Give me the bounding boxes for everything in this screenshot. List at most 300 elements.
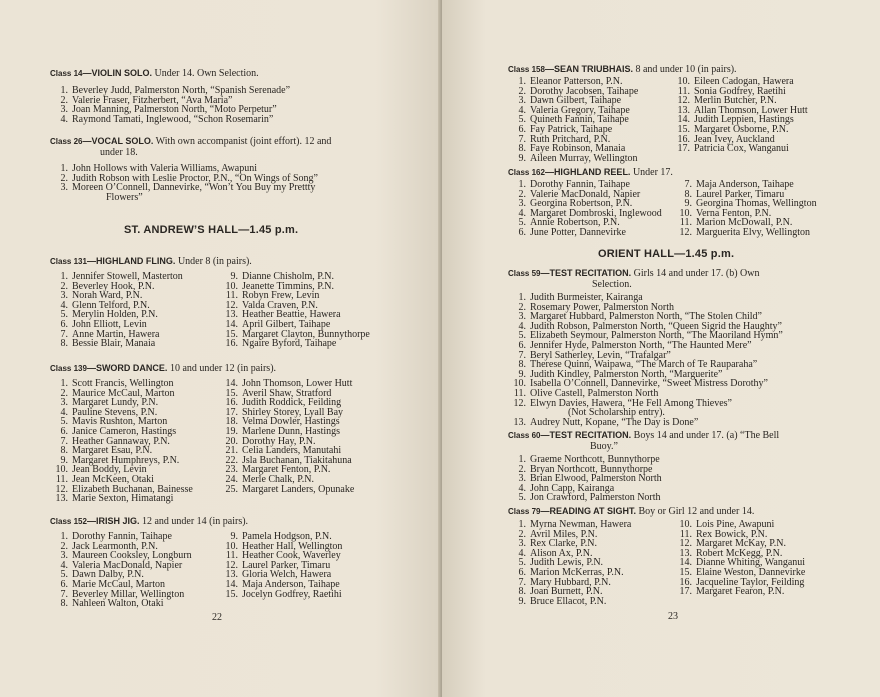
entry-list	[674, 180, 874, 238]
entry-number: 4.	[518, 207, 526, 219]
entry-number: 1.	[518, 454, 526, 465]
entry-text: John Elliott, Levin	[72, 318, 147, 330]
class-heading: Class 26—VOCAL SOLO. With own accompanist (joint effort). 12 and	[50, 136, 332, 147]
entry-text: Judith Lewis, P.N.	[530, 557, 604, 569]
entry-number: 7.	[60, 328, 68, 340]
entry-list	[220, 379, 420, 504]
entry-text: Dorothy Fannin, Taihape	[530, 179, 630, 190]
entry-item	[508, 399, 878, 409]
entry-text: Joan Burnett, P.N.	[530, 586, 603, 598]
class-heading: Class 59—TEST RECITATION. Girls 14 and under 17. (b) Own	[508, 268, 760, 279]
class-heading-cont: Selection.	[592, 279, 632, 290]
entry-item	[672, 144, 872, 154]
entry-number: 12.	[55, 483, 68, 495]
entry-number: 5.	[518, 217, 526, 229]
entry-text: Mavis Rushton, Marton	[72, 416, 168, 428]
entry-text: Jennifer Stowell, Masterton	[72, 271, 183, 282]
entry-text: Avril Miles, P.N.	[530, 528, 598, 540]
entry-number: 11.	[55, 473, 68, 485]
entry-number: 12.	[225, 299, 238, 311]
class-152-section	[50, 516, 440, 609]
entry-number: 16.	[225, 397, 238, 409]
entry-number: 12.	[679, 538, 692, 550]
entry-text: Marlene Dunn, Hastings	[242, 425, 341, 437]
entry-number: 1.	[518, 179, 526, 190]
entry-number: 8.	[518, 143, 526, 155]
entry-text: Margaret Hubbard, Palmerston North, “The Stolen Child”	[530, 311, 762, 323]
entry-number: 3.	[60, 104, 68, 116]
entry-text: Lois Pine, Awapuni	[696, 519, 775, 530]
entry-number: 10.	[55, 464, 68, 476]
entry-text: Rex Bowick, P.N.	[696, 528, 768, 540]
entry-list	[50, 164, 430, 193]
entry-text: Myrna Newman, Hawera	[530, 519, 632, 530]
entry-text: Olive Castell, Palmerston North	[530, 387, 659, 399]
entry-item	[220, 590, 420, 600]
entry-number: 5.	[60, 309, 68, 321]
entry-number: 5.	[60, 569, 68, 581]
entry-text: Aileen Murray, Wellington	[530, 152, 638, 164]
entry-number: 9.	[230, 271, 238, 282]
entry-text: Judith Robson, Palmerston North, “Queen Sigrid the Haughty”	[530, 320, 782, 332]
entry-text: Judith Roddick, Feilding	[242, 397, 342, 409]
entry-list	[508, 77, 672, 163]
entry-number: 4.	[518, 320, 526, 332]
entry-text: Dorothy Fannin, Taihape	[72, 531, 172, 542]
entry-number: 2.	[518, 85, 526, 97]
entry-text: Merle Chalk, P.N.	[242, 473, 314, 485]
entry-number: 13.	[679, 547, 692, 559]
entry-number: 16.	[679, 576, 692, 588]
class-162-section	[508, 167, 878, 238]
entry-text: Audrey Nutt, Kopane, “The Day is Done”	[530, 416, 699, 428]
entry-number: 5.	[518, 557, 526, 569]
entry-list	[50, 86, 430, 124]
entry-number: 9.	[230, 531, 238, 542]
entry-text: Bryan Northcott, Bunnythorpe	[530, 463, 653, 475]
entry-text: Merlin Butcher, P.N.	[694, 95, 777, 107]
hall-heading: ST. ANDREW’S HALL—1.45 p.m.	[124, 224, 299, 236]
entry-text: Marguerita Elvy, Wellington	[696, 226, 810, 238]
entry-item	[50, 339, 220, 349]
entry-number: 7.	[60, 435, 68, 447]
entry-item	[220, 485, 420, 495]
entry-text: Merylin Holden, P.N.	[72, 309, 158, 321]
entry-text: Jeanette Timmins, P.N.	[242, 280, 334, 292]
entry-text: Judith Leppien, Hastings	[694, 114, 794, 126]
entry-text: Verna Fenton, P.N.	[696, 207, 772, 219]
entry-list	[508, 180, 674, 238]
entry-number: 2.	[518, 528, 526, 540]
entry-text: John Hollows with Valeria Williams, Awapuni	[72, 163, 257, 174]
entry-number: 5.	[518, 114, 526, 126]
entry-text: Gloria Welch, Hawera	[242, 569, 332, 581]
entry-number: 17.	[677, 143, 690, 155]
entry-text: Beverley Hook, P.N.	[72, 280, 155, 292]
class-131-section	[50, 256, 440, 349]
entry-text: Dianne Chisholm, P.N.	[242, 271, 334, 282]
entry-number: 13.	[225, 309, 238, 321]
entry-text: Averil Shaw, Stratford	[242, 387, 332, 399]
hall-heading: ORIENT HALL—1.45 p.m.	[598, 248, 735, 260]
entry-number: 24.	[225, 473, 238, 485]
entry-number: 1.	[518, 292, 526, 303]
entry-text: Jean McKeen, Otaki	[72, 473, 154, 485]
entry-number: 11.	[225, 550, 238, 562]
entry-text: Glenn Telford, P.N.	[72, 299, 150, 311]
entry-list	[674, 520, 874, 606]
entry-number: 16.	[677, 133, 690, 145]
entry-number: 15.	[677, 123, 690, 135]
entry-number: 2.	[60, 387, 68, 399]
entry-text: Mary Hubbard, P.N.	[530, 576, 611, 588]
entry-number: 10.	[225, 540, 238, 552]
class-heading: Class 14—VIOLIN SOLO. Under 14. Own Selection.	[50, 68, 259, 79]
entry-text: Margaret Fearon, P.N.	[696, 586, 785, 598]
entry-number: 7.	[518, 133, 526, 145]
entry-text: Heather Hall, Wellington	[242, 540, 343, 552]
entry-number: 3.	[60, 290, 68, 302]
entry-text: Joan Manning, Palmerston North, “Moto Perpetur”	[72, 104, 277, 116]
entry-number: 5.	[518, 492, 526, 504]
entry-text: Margaret Landers, Opunake	[242, 483, 355, 495]
entry-text: Valda Craven, P.N.	[242, 299, 318, 311]
entry-number: 4.	[518, 482, 526, 494]
entry-number: 1.	[60, 271, 68, 282]
entry-text: Robert McKegg, P.N.	[696, 547, 783, 559]
entry-number: 2.	[60, 540, 68, 552]
entry-text: Judith Robson with Leslie Proctor, P.N., “On Wings of Song”	[72, 172, 318, 184]
entry-number: 3.	[60, 182, 68, 194]
entry-number: 3.	[518, 95, 526, 107]
entry-text: Rosemary Power, Palmerston North	[530, 301, 675, 313]
entry-text: Celia Landers, Manutahi	[242, 445, 342, 457]
entry-number: 14.	[679, 557, 692, 569]
entry-number: 9.	[684, 198, 692, 210]
entry-text: Rex Clarke, P.N.	[530, 538, 597, 550]
entry-text: Jennifer Hyde, Palmerston North, “The Haunted Mere”	[530, 339, 752, 351]
entry-text: Eileen Cadogan, Hawera	[694, 76, 794, 87]
entry-number: 9.	[60, 454, 68, 466]
entry-text: Marie McCaul, Marton	[72, 578, 166, 590]
entry-number: 3.	[518, 473, 526, 485]
entry-item	[508, 418, 878, 428]
entry-text: Dawn Gilbert, Taihape	[530, 95, 622, 107]
entry-number: 1.	[518, 76, 526, 87]
entry-text: Annie Robertson, P.N.	[530, 217, 620, 229]
entry-text: Margaret Dombroski, Inglewood	[530, 207, 662, 219]
entry-list	[50, 272, 220, 349]
entry-text: Laurel Parker, Timaru	[696, 188, 785, 200]
entry-number: 22.	[225, 454, 238, 466]
entry-number: 14.	[225, 318, 238, 330]
page-number: 22	[212, 612, 222, 623]
entry-text: Fay Patrick, Taihape	[530, 123, 613, 135]
entry-text: Heather Cook, Waverley	[242, 550, 341, 562]
entry-number: 4.	[60, 113, 68, 125]
entry-number: 14.	[225, 378, 238, 389]
entry-number: 11.	[513, 387, 526, 399]
entry-number: 15.	[225, 328, 238, 340]
entry-number: 15.	[679, 566, 692, 578]
entry-number: 23.	[225, 464, 238, 476]
entry-number: 16.	[225, 338, 238, 350]
entry-number: 11.	[677, 85, 690, 97]
entry-number: 15.	[225, 387, 238, 399]
entry-text: Anne Martin, Hawera	[72, 328, 160, 340]
entry-text: Therese Quinn, Waipawa, “The March of Te Rauparaha”	[530, 359, 758, 371]
entry-text: Margaret Clayton, Bunnythorpe	[242, 328, 370, 340]
entry-text: Margaret Humphreys, P.N.	[72, 454, 180, 466]
entry-item	[508, 154, 672, 164]
entry-number: 18.	[225, 416, 238, 428]
entry-text: Judith Kindley, Palmerston North, “Marguerite”	[530, 368, 723, 380]
entry-text: Norah Ward, P.N.	[72, 290, 143, 302]
entry-text: Faye Robinson, Manaia	[530, 143, 626, 155]
entry-text: Georgina Thomas, Wellington	[696, 198, 817, 210]
entry-text: Valeria MacDonald, Napier	[72, 559, 183, 571]
entry-text: Quineth Fannin, Taihape	[530, 114, 629, 126]
entry-text: Marie Sexton, Himatangi	[72, 493, 174, 505]
entry-text: Maurice McCaul, Marton	[72, 387, 175, 399]
entry-text: Valeria Gregory, Taihape	[530, 104, 630, 116]
entry-text: Dorothy Hay, P.N.	[242, 435, 316, 447]
entry-text: Shirley Storey, Lyall Bay	[242, 406, 344, 418]
entry-item	[674, 587, 874, 597]
entry-number: 10.	[679, 207, 692, 219]
entry-number: 4.	[60, 299, 68, 311]
entry-list	[508, 520, 674, 606]
class-139-section	[50, 363, 440, 504]
entry-continuation: Flowers”	[106, 191, 143, 203]
entry-number: 7.	[518, 576, 526, 588]
entry-text: Raymond Tamati, Inglewood, “Schon Rosemarin”	[72, 113, 274, 125]
entry-number: 4.	[60, 406, 68, 418]
class-14-section	[50, 68, 430, 124]
entry-text: Jon Crawford, Palmerston North	[530, 492, 661, 504]
entry-number: 20.	[225, 435, 238, 447]
entry-number: 12.	[513, 397, 526, 409]
entry-number: 17.	[679, 586, 692, 598]
entry-number: 10.	[677, 76, 690, 87]
entry-text: Georgina Robertson, P.N.	[530, 198, 633, 210]
entry-text: Jocelyn Godfrey, Raetihi	[242, 588, 342, 600]
entry-number: 2.	[518, 301, 526, 313]
entry-text: Alison Ax, P.N.	[530, 547, 593, 559]
entry-number: 5.	[60, 416, 68, 428]
entry-text: Beverley Judd, Palmerston North, “Spanish Serenade”	[72, 85, 291, 96]
class-60-section	[508, 430, 878, 503]
entry-number: 8.	[684, 188, 692, 200]
entry-number: 8.	[518, 586, 526, 598]
entry-text: Jsla Buchanan, Tiakitahuna	[242, 454, 352, 466]
entry-text: Robyn Frew, Levin	[242, 290, 320, 302]
entry-text: Bruce Ellacot, P.N.	[530, 595, 607, 607]
class-heading: Class 158—SEAN TRIUBHAIS. 8 and under 10 (in pairs).	[508, 64, 737, 75]
entry-number: 9.	[518, 595, 526, 607]
entry-number: 21.	[225, 445, 238, 457]
entry-text: Maja Anderson, Taihape	[242, 578, 340, 590]
entry-number: 2.	[518, 463, 526, 475]
entry-text: John Capp, Kairanga	[530, 482, 615, 494]
entry-number: 4.	[518, 104, 526, 116]
entry-number: 2.	[60, 94, 68, 106]
entry-text: Jack Learmonth, P.N.	[72, 540, 158, 552]
entry-number: 1.	[60, 531, 68, 542]
entry-text: Valerie Fraser, Fitzherbert, “Ava Maria”	[72, 94, 233, 106]
entry-text: Margaret Lundy, P.N.	[72, 397, 159, 409]
page-number: 23	[668, 611, 678, 622]
class-79-section	[508, 506, 878, 606]
entry-item	[508, 493, 878, 503]
entry-text: John Thomson, Lower Hutt	[242, 378, 353, 389]
entry-number: 14.	[225, 578, 238, 590]
entry-number: 2.	[60, 172, 68, 184]
entry-number: 13.	[225, 569, 238, 581]
entry-number: 11.	[225, 290, 238, 302]
entry-text: Graeme Northcott, Bunnythorpe	[530, 454, 660, 465]
entry-text: Moreen O’Connell, Dannevirke, “Won’t You Buy my Prettty	[72, 182, 316, 194]
entry-text: Laurel Parker, Timaru	[242, 559, 331, 571]
entry-text: Velma Dowler, Hastings	[242, 416, 340, 428]
entry-list	[508, 293, 878, 427]
entry-item	[674, 228, 874, 238]
entry-number: 10.	[225, 280, 238, 292]
entry-text: Janice Cameron, Hastings	[72, 425, 177, 437]
entry-text: Heather Beattie, Hawera	[242, 309, 341, 321]
entry-number: 3.	[60, 397, 68, 409]
entry-text: Ruth Pritchard, P.N.	[530, 133, 611, 145]
entry-number: 17.	[225, 406, 238, 418]
entry-text: Dorothy Jacobsen, Taihape	[530, 85, 639, 97]
entry-number: 11.	[679, 528, 692, 540]
entry-number: 1.	[60, 85, 68, 96]
entry-number: 6.	[518, 123, 526, 135]
entry-text: Dawn Dalby, P.N.	[72, 569, 144, 581]
entry-item	[50, 599, 220, 609]
entry-text: Margaret Fenton, P.N.	[242, 464, 331, 476]
entry-number: 9.	[518, 152, 526, 164]
entry-text: Patricia Cox, Wanganui	[694, 143, 789, 155]
entry-text: Margaret Esau, P.N.	[72, 445, 153, 457]
entry-text: Maja Anderson, Taihape	[696, 179, 794, 190]
class-heading: Class 152—IRISH JIG. 12 and under 14 (in pairs).	[50, 516, 249, 527]
entry-number: 1.	[60, 163, 68, 174]
entry-text: Elizabeth Seymour, Palmerston North, “The Maoriland Hymn”	[530, 330, 783, 342]
entry-text: Valerie MacDonald, Napier	[530, 188, 641, 200]
entry-text: Pamela Hodgson, P.N.	[242, 531, 332, 542]
entry-item	[220, 339, 420, 349]
entry-continuation: (Not Scholarship entry).	[568, 407, 665, 419]
entry-number: 1.	[518, 519, 526, 530]
entry-number: 3.	[518, 311, 526, 323]
entry-number: 8.	[60, 338, 68, 350]
entry-list	[220, 532, 420, 609]
entry-text: Jean Boddy, Levin	[72, 464, 147, 476]
entry-number: 19.	[225, 425, 238, 437]
entry-text: Elizabeth Buchanan, Bainesse	[72, 483, 193, 495]
entry-number: 9.	[518, 368, 526, 380]
entry-number: 2.	[60, 280, 68, 292]
entry-text: Jean Ivey, Auckland	[694, 133, 775, 145]
entry-text: Jacqueline Taylor, Feilding	[696, 576, 805, 588]
entry-number: 12.	[679, 226, 692, 238]
entry-number: 12.	[225, 559, 238, 571]
entry-list	[50, 532, 220, 609]
entry-number: 13.	[513, 416, 526, 428]
entry-number: 6.	[60, 318, 68, 330]
entry-item	[508, 597, 674, 607]
class-heading-cont: Buoy.”	[590, 441, 618, 452]
entry-number: 13.	[677, 104, 690, 116]
class-59-section	[508, 268, 878, 427]
entry-number: 11.	[679, 217, 692, 229]
class-heading-cont: under 18.	[100, 147, 138, 158]
entry-number: 10.	[679, 519, 692, 530]
entry-text: Allan Thomson, Lower Hutt	[694, 104, 808, 116]
entry-item	[50, 115, 430, 125]
entry-number: 7.	[60, 588, 68, 600]
entry-text: Pauline Stevens, P.N.	[72, 406, 158, 418]
class-158-section	[508, 64, 878, 163]
entry-text: Eleanor Patterson, P.N.	[530, 76, 623, 87]
entry-text: Bessie Blair, Manaia	[72, 338, 156, 350]
entry-text: Marion McDowall, P.N.	[696, 217, 793, 229]
entry-number: 12.	[677, 95, 690, 107]
entry-number: 4.	[518, 547, 526, 559]
entry-number: 1.	[60, 378, 68, 389]
class-heading: Class 139—SWORD DANCE. 10 and under 12 (in pairs).	[50, 363, 277, 374]
entry-number: 3.	[60, 550, 68, 562]
entry-text: Ngaire Byford, Taihape	[242, 338, 337, 350]
entry-text: Nahleen Walton, Otaki	[72, 598, 164, 610]
entry-number: 14.	[677, 114, 690, 126]
entry-text: Elaine Weston, Dannevirke	[696, 566, 806, 578]
entry-text: Maureen Cooksley, Longburn	[72, 550, 192, 562]
entry-number: 7.	[684, 179, 692, 190]
entry-number: 6.	[518, 566, 526, 578]
entry-number: 13.	[55, 493, 68, 505]
entry-text: Margaret Osborne, P.N.	[694, 123, 789, 135]
entry-number: 3.	[518, 198, 526, 210]
entry-number: 10.	[513, 378, 526, 390]
entry-text: Elwyn Davies, Hawera, “He Fell Among Thieves”	[530, 397, 732, 409]
right-page	[442, 0, 880, 697]
entry-text: Marion McKerras, P.N.	[530, 566, 624, 578]
entry-number: 6.	[518, 339, 526, 351]
entry-text: Sonia Godfrey, Raetihi	[694, 85, 786, 97]
entry-list	[50, 379, 220, 504]
entry-number: 3.	[518, 538, 526, 550]
entry-number: 6.	[518, 226, 526, 238]
entry-number: 2.	[518, 188, 526, 200]
entry-text: Heather Gannaway, P.N.	[72, 435, 170, 447]
entry-number: 8.	[60, 445, 68, 457]
entry-list	[220, 272, 420, 349]
entry-number: 7.	[518, 349, 526, 361]
entry-text: June Potter, Dannevirke	[530, 226, 626, 238]
entry-list	[672, 77, 872, 163]
class-heading: Class 79—READING AT SIGHT. Boy or Girl 12 and under 14.	[508, 506, 755, 517]
entry-number: 15.	[225, 588, 238, 600]
entry-number: 5.	[518, 330, 526, 342]
entry-text: Brian Elwood, Palmerston North	[530, 473, 662, 485]
entry-list	[508, 455, 878, 503]
entry-item	[508, 228, 674, 238]
entry-text: Scott Francis, Wellington	[72, 378, 174, 389]
class-heading: Class 60—TEST RECITATION. Boys 14 and under 17. (a) “The Bell	[508, 430, 780, 441]
entry-number: 6.	[60, 578, 68, 590]
